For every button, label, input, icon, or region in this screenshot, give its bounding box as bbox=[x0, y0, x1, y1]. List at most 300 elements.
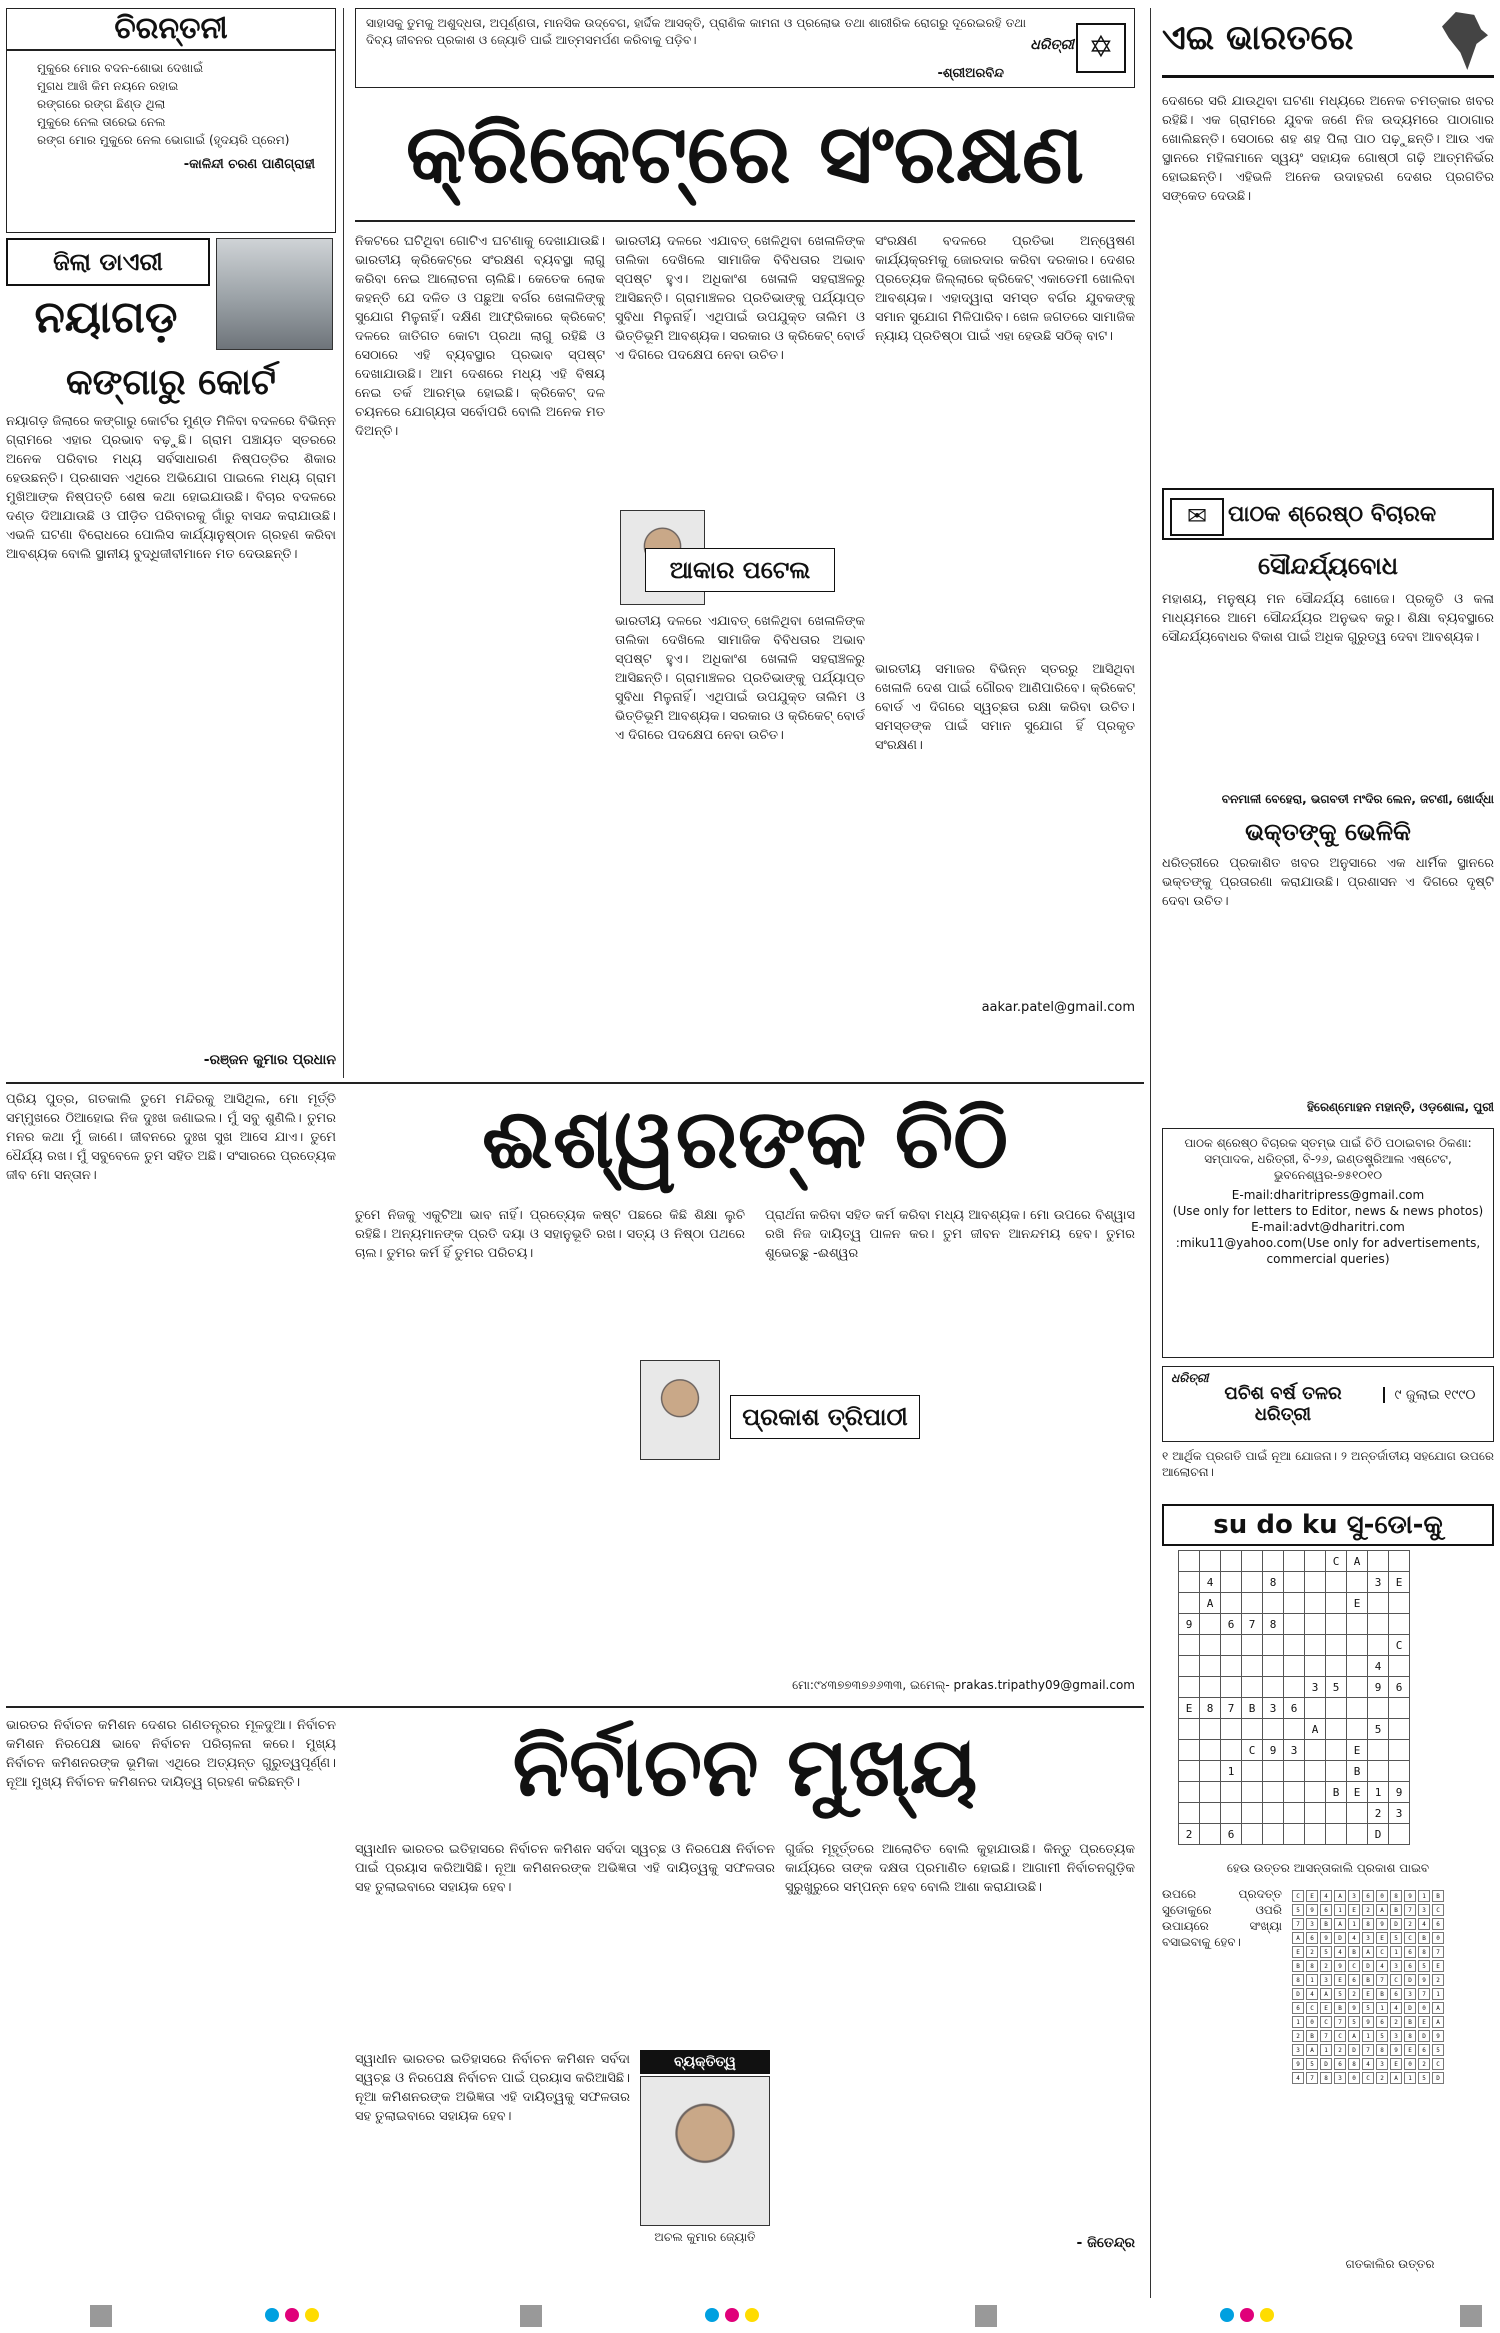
solution-cell: B bbox=[1362, 1974, 1374, 1986]
sudoku-cell[interactable] bbox=[1263, 1803, 1284, 1824]
solution-cell: A bbox=[1292, 1932, 1304, 1944]
sudoku-cell[interactable] bbox=[1347, 1677, 1368, 1698]
sudoku-cell[interactable]: E bbox=[1347, 1593, 1368, 1614]
solution-cell: 5 bbox=[1334, 1988, 1346, 2000]
solution-cell: E bbox=[1418, 2016, 1430, 2028]
sudoku-cell[interactable]: 1 bbox=[1368, 1782, 1389, 1803]
years-items: ୧ ଆର୍ଥିକ ପ୍ରଗତି ପାଇଁ ନୂଆ ଯୋଜନା। ୨ ଅନ୍ତର୍ଜାତୀୟ ସହଯୋଗ ଉପରେ ଆଲୋଚନା। bbox=[1162, 1449, 1494, 1479]
sudoku-cell[interactable] bbox=[1326, 1593, 1347, 1614]
bottom-headline: ନିର୍ବାଚନ ମୁଖ୍ୟ bbox=[512, 1720, 978, 1815]
solution-cell: A bbox=[1306, 2044, 1318, 2056]
main-headline-rule bbox=[355, 220, 1135, 222]
solution-cell: D bbox=[1362, 1960, 1374, 1972]
solution-cell: 3 bbox=[1376, 2058, 1388, 2070]
solution-cell: 7 bbox=[1376, 1974, 1388, 1986]
solution-wrap bbox=[1290, 1888, 1446, 2086]
sudoku-cell[interactable] bbox=[1200, 1740, 1221, 1761]
sudoku-cell[interactable] bbox=[1389, 1593, 1410, 1614]
solution-cell: 6 bbox=[1362, 1890, 1374, 1902]
solution-cell: B bbox=[1306, 2030, 1318, 2042]
sudoku-cell[interactable] bbox=[1263, 1635, 1284, 1656]
sudoku-cell[interactable]: 8 bbox=[1200, 1698, 1221, 1719]
sudoku-cell[interactable] bbox=[1200, 1719, 1221, 1740]
diary-header bbox=[6, 238, 336, 358]
sudoku-cell[interactable] bbox=[1347, 1635, 1368, 1656]
sudoku-cell[interactable] bbox=[1179, 1593, 1200, 1614]
solution-cell: D bbox=[1432, 2072, 1444, 2084]
chirantani-poem: ମୁକୁରେ ମୋର ବଦନ-ଶୋଭା ଦେଖାଇଁ ମୁଗଧ ଆଖି କିମ ନୟନେ ରହାଇ ରଙ୍ଗରେ ରଙ୍ଗ ଛିଣ୍ଡ ଥିଲା ମୁକୁରେ ନେଲ ତାରେଇ ନେଲ ରଙ୍ଗ ମୋର ମୁକୁରେ ନେଲ ଭୋଗାଇଁ (ହୃଦୟରି ପ୍ରେମ) bbox=[37, 61, 290, 147]
sudoku-cell[interactable] bbox=[1368, 1635, 1389, 1656]
sudoku-cell[interactable] bbox=[1284, 1782, 1305, 1803]
solution-cell: 0 bbox=[1306, 2016, 1318, 2028]
sudoku-cell[interactable] bbox=[1305, 1824, 1326, 1845]
sudoku-cell[interactable] bbox=[1326, 1698, 1347, 1719]
solution-cell: D bbox=[1334, 1932, 1346, 1944]
solution-cell: 8 bbox=[1306, 1960, 1318, 1972]
solution-cell: 1 bbox=[1432, 1988, 1444, 2000]
sudoku-cell[interactable] bbox=[1200, 1677, 1221, 1698]
sudoku-cell[interactable] bbox=[1242, 1635, 1263, 1656]
sudoku-cell[interactable] bbox=[1242, 1572, 1263, 1593]
sudoku-cell[interactable]: 3 bbox=[1305, 1677, 1326, 1698]
star-emblem-icon: ✡ bbox=[1076, 23, 1126, 73]
main-col2b: ଭାରତୀୟ ଦଳରେ ଏଯାବତ୍ ଖେଳିଥିବା ଖେଳାଳିଙ୍କ ତାଲିକା ଦେଖିଲେ ସାମାଜିକ ବିବିଧତାର ଅଭାବ ସ୍ପଷ୍ଟ ହୁଏ। ଅଧିକାଂଶ ଖେଳାଳି ସହରାଞ୍ଚଳରୁ ଆସିଛନ୍ତି। ଗ୍ରାମାଞ୍ଚଳର ପ୍ରତିଭାଙ୍କୁ ପର୍ଯ୍ୟାପ୍ତ ସୁବିଧା ମିଳୁନାହିଁ। ଏଥିପାଇଁ ଉପଯୁକ୍ତ ତାଲିମ ଓ ଭିତ୍ତିଭୂମି ଆବଶ୍ୟକ। ସରକାର ଓ କ୍ରିକେଟ୍ ବୋର୍ଡ ଏ ଦିଗରେ ପଦକ୍ଷେପ ନେବା ଉଚିତ। bbox=[615, 614, 865, 743]
solution-cell: E bbox=[1306, 1890, 1318, 1902]
sudoku-cell[interactable] bbox=[1263, 1761, 1284, 1782]
solution-cell: 9 bbox=[1362, 2016, 1374, 2028]
sudoku-cell[interactable]: 2 bbox=[1368, 1803, 1389, 1824]
solution-cell: A bbox=[1348, 2030, 1360, 2042]
sudoku-cell[interactable] bbox=[1347, 1614, 1368, 1635]
solution-cell: 5 bbox=[1306, 2058, 1318, 2070]
solution-cell: 1 bbox=[1306, 1974, 1318, 1986]
sudoku-cell[interactable] bbox=[1305, 1803, 1326, 1824]
sudoku-cell[interactable] bbox=[1368, 1593, 1389, 1614]
sudoku-cell[interactable] bbox=[1284, 1677, 1305, 1698]
sudoku-cell[interactable] bbox=[1305, 1656, 1326, 1677]
sudoku-cell[interactable]: B bbox=[1326, 1782, 1347, 1803]
solution-cell: 3 bbox=[1320, 1974, 1332, 1986]
solution-cell: 6 bbox=[1432, 1918, 1444, 1930]
solution-cell: 8 bbox=[1376, 2044, 1388, 2056]
solution-cell: C bbox=[1390, 1974, 1402, 1986]
sudoku-cell[interactable] bbox=[1305, 1572, 1326, 1593]
sudoku-cell[interactable] bbox=[1263, 1551, 1284, 1572]
main-author-name: ଆକାର ପଟେଲ bbox=[645, 548, 835, 592]
solution-cell: 7 bbox=[1334, 2016, 1346, 2028]
sudoku-cell[interactable] bbox=[1242, 1677, 1263, 1698]
solution-cell: 6 bbox=[1404, 1960, 1416, 1972]
sudoku-cell[interactable] bbox=[1305, 1782, 1326, 1803]
solution-cell: B bbox=[1320, 1918, 1332, 1930]
solution-cell: A bbox=[1320, 1988, 1332, 2000]
solution-cell: 5 bbox=[1432, 2044, 1444, 2056]
prakash-tripathi-photo bbox=[640, 1360, 720, 1460]
solution-cell: B bbox=[1432, 1890, 1444, 1902]
sudoku-cell[interactable]: 8 bbox=[1263, 1572, 1284, 1593]
sudoku-cell[interactable] bbox=[1389, 1551, 1410, 1572]
sudoku-cell[interactable] bbox=[1368, 1551, 1389, 1572]
sudoku-cell[interactable] bbox=[1242, 1761, 1263, 1782]
solution-cell: 5 bbox=[1362, 2002, 1374, 2014]
sudoku-cell[interactable] bbox=[1221, 1572, 1242, 1593]
sudoku-cell[interactable] bbox=[1221, 1551, 1242, 1572]
solution-cell: 1 bbox=[1292, 2016, 1304, 2028]
sudoku-cell[interactable]: 4 bbox=[1368, 1656, 1389, 1677]
sudoku-cell[interactable] bbox=[1326, 1635, 1347, 1656]
sudoku-cell[interactable] bbox=[1368, 1761, 1389, 1782]
solution-cell: E bbox=[1320, 2002, 1332, 2014]
sudoku-cell[interactable] bbox=[1347, 1824, 1368, 1845]
solution-cell: D bbox=[1292, 1988, 1304, 2000]
solution-cell: 1 bbox=[1362, 2030, 1374, 2042]
reader-body-2: ଧରିତ୍ରୀରେ ପ୍ରକାଶିତ ଖବର ଅନୁସାରେ ଏକ ଧାର୍ମିକ ସ୍ଥାନରେ ଭକ୍ତଙ୍କୁ ପ୍ରତାରଣା କରାଯାଉଛି। ପ୍ରଶାସନ ଏ ଦିଗରେ ଦୃଷ୍ଟି ଦେବା ଉଚିତ। bbox=[1162, 856, 1494, 909]
sudoku-cell[interactable] bbox=[1179, 1719, 1200, 1740]
sudoku-cell[interactable] bbox=[1368, 1698, 1389, 1719]
sudoku-cell[interactable]: A bbox=[1305, 1719, 1326, 1740]
solution-cell: 7 bbox=[1320, 2030, 1332, 2042]
sudoku-cell[interactable] bbox=[1221, 1782, 1242, 1803]
email-3: :miku11@yahoo.com(Use only for advertisements, commercial queries) bbox=[1175, 1236, 1481, 1266]
bottom-right-body: ଗୁର୍ଜର ମୂହୂର୍ତ୍ତରେ ଆଲୋଚିତ ବୋଲି କୁହାଯାଉଛି। କିନ୍ତୁ ପ୍ରତ୍ୟେକ କାର୍ଯ୍ୟରେ ତାଙ୍କ ଦକ୍ଷତା ପ୍ରମାଣିତ ହୋଇଛି। ଆଗାମୀ ନିର୍ବାଚନଗୁଡ଼ିକ ସୁରୁଖୁରୁରେ ସମ୍ପନ୍ନ ହେବ ବୋଲି ଆଶା କରାଯାଉଛି। bbox=[785, 1842, 1135, 1895]
solution-cell: 7 bbox=[1418, 1988, 1430, 2000]
solution-cell: D bbox=[1320, 2058, 1332, 2070]
sudoku-cell[interactable]: C bbox=[1326, 1551, 1347, 1572]
achal-kumar-jyoti-photo bbox=[640, 2076, 770, 2226]
sudoku-cell[interactable] bbox=[1284, 1551, 1305, 1572]
solution-cell: 8 bbox=[1362, 1918, 1374, 1930]
solution-cell: 1 bbox=[1320, 2044, 1332, 2056]
quote-text: ସାହାସକୁ ତୁମକୁ ଅଶୁଦ୍ଧତା, ଅପୂର୍ଣ୍ଣତା, ମାନସିକ ଉଦ୍ବେଗ, ହାର୍ଦ୍ଦିକ ଆସକ୍ତି, ପ୍ରାଣିକ କାମନା ଓ ପ୍ରଲୋଭ ତଥା ଶାରୀରିକ ରୋଗରୁ ଦୂରେଇରହି ତଥା ଦିବ୍ୟ ଜୀବନର ପ୍ରକାଶ ଓ ଜ୍ୟୋତି ପାଇଁ ଆତ୍ମସମର୍ପଣ କରିବାକୁ ପଡ଼ିବ। bbox=[366, 16, 1026, 47]
sudoku-cell[interactable] bbox=[1326, 1572, 1347, 1593]
sudoku-cell[interactable] bbox=[1200, 1761, 1221, 1782]
sudoku-cell[interactable] bbox=[1284, 1656, 1305, 1677]
sudoku-cell[interactable] bbox=[1179, 1656, 1200, 1677]
letter-col2: ତୁମେ ନିଜକୁ ଏକୁଟିଆ ଭାବ ନାହିଁ। ପ୍ରତ୍ୟେକ କଷ୍ଟ ପଛରେ କିଛି ଶିକ୍ଷା ଲୁଚି ରହିଛି। ଅନ୍ୟମାନଙ୍କ ପ୍ରତି ଦୟା ଓ ସହାନୁଭୂତି ରଖ। ସତ୍ୟ ଓ ନିଷ୍ଠା ପଥରେ ଚାଲ। ତୁମର କର୍ମ ହିଁ ତୁମର ପରିଚୟ। bbox=[355, 1208, 745, 1261]
sudoku-cell[interactable] bbox=[1284, 1572, 1305, 1593]
sudoku-cell[interactable] bbox=[1284, 1761, 1305, 1782]
letter-col1: ପ୍ରିୟ ପୁତ୍ର, ଗତକାଲି ତୁମେ ମନ୍ଦିରକୁ ଆସିଥିଲ, ମୋ ମୂର୍ତ୍ତି ସମ୍ମୁଖରେ ଠିଆହୋଇ ନିଜ ଦୁଃଖ ଜଣାଇଲ। ମୁଁ ସବୁ ଶୁଣିଲି। ତୁମର ମନର କଥା ମୁଁ ଜାଣେ। ଜୀବନରେ ଦୁଃଖ ସୁଖ ଆସେ ଯାଏ। ତୁମେ ଧୈର୍ଯ୍ୟ ରଖ। ମୁଁ ସବୁବେଳେ ତୁମ ସହିତ ଅଛି। ସଂସାରରେ ପ୍ରତ୍ୟେକ ଜୀବ ମୋ ସନ୍ତାନ। bbox=[6, 1092, 336, 1183]
sudoku-cell[interactable] bbox=[1179, 1677, 1200, 1698]
envelope-icon: ✉ bbox=[1170, 498, 1224, 536]
sudoku-cell[interactable] bbox=[1389, 1740, 1410, 1761]
sudoku-cell[interactable] bbox=[1389, 1824, 1410, 1845]
sudoku-cell[interactable]: 3 bbox=[1284, 1740, 1305, 1761]
sudoku-cell[interactable] bbox=[1263, 1677, 1284, 1698]
solution-cell: 5 bbox=[1292, 1904, 1304, 1916]
solution-cell: B bbox=[1376, 1988, 1388, 2000]
sudoku-cell[interactable]: 2 bbox=[1179, 1824, 1200, 1845]
sudoku-cell[interactable] bbox=[1326, 1803, 1347, 1824]
sudoku-cell[interactable] bbox=[1347, 1698, 1368, 1719]
main-col2: ଭାରତୀୟ ଦଳରେ ଏଯାବତ୍ ଖେଳିଥିବା ଖେଳାଳିଙ୍କ ତାଲିକା ଦେଖିଲେ ସାମାଜିକ ବିବିଧତାର ଅଭାବ ସ୍ପଷ୍ଟ ହୁଏ। ଅଧିକାଂଶ ଖେଳାଳି ସହରାଞ୍ଚଳରୁ ଆସିଛନ୍ତି। ଗ୍ରାମାଞ୍ଚଳର ପ୍ରତିଭାଙ୍କୁ ପର୍ଯ୍ୟାପ୍ତ ସୁବିଧା ମିଳୁନାହିଁ। ଏଥିପାଇଁ ଉପଯୁକ୍ତ ତାଲିମ ଓ ଭିତ୍ତିଭୂମି ଆବଶ୍ୟକ। ସରକାର ଓ କ୍ରିକେଟ୍ ବୋର୍ଡ ଏ ଦିଗରେ ପଦକ୍ଷେପ ନେବା ଉଚିତ। bbox=[615, 234, 865, 363]
reader-heading-1: ସୌନ୍ଦର୍ଯ୍ୟବୋଧ bbox=[1258, 552, 1398, 580]
chirantani-author: -କାଳିନ୍ଦୀ ଚରଣ ପାଣିଗ୍ରାହୀ bbox=[183, 157, 315, 172]
sudoku-cell[interactable] bbox=[1284, 1635, 1305, 1656]
diary-label: ଜିଲା ଡାଏରୀ bbox=[6, 238, 210, 286]
sudoku-cell[interactable] bbox=[1242, 1593, 1263, 1614]
solution-cell: 5 bbox=[1418, 1960, 1430, 1972]
sudoku-cell[interactable] bbox=[1221, 1740, 1242, 1761]
sudoku-cell[interactable] bbox=[1200, 1614, 1221, 1635]
sudoku-cell[interactable] bbox=[1305, 1593, 1326, 1614]
sudoku-cell[interactable] bbox=[1326, 1614, 1347, 1635]
sudoku-grid[interactable] bbox=[1178, 1550, 1410, 1845]
solution-cell: D bbox=[1404, 2002, 1416, 2014]
sudoku-cell[interactable]: 4 bbox=[1200, 1572, 1221, 1593]
sudoku-cell[interactable] bbox=[1347, 1572, 1368, 1593]
sudoku-cell[interactable] bbox=[1200, 1656, 1221, 1677]
sudoku-cell[interactable] bbox=[1221, 1803, 1242, 1824]
sudoku-title: su do ku ସୁ-ଡୋ-କୁ bbox=[1162, 1504, 1494, 1546]
reg-mark-3 bbox=[975, 2305, 997, 2327]
solution-cell: 3 bbox=[1390, 2030, 1402, 2042]
solution-cell: A bbox=[1362, 1946, 1374, 1958]
sudoku-cell[interactable]: E bbox=[1179, 1698, 1200, 1719]
sudoku-cell[interactable] bbox=[1179, 1551, 1200, 1572]
solution-cell: 4 bbox=[1292, 2072, 1304, 2084]
sudoku-cell[interactable] bbox=[1389, 1761, 1410, 1782]
sudoku-cell[interactable] bbox=[1179, 1782, 1200, 1803]
solution-cell: 1 bbox=[1348, 1918, 1360, 1930]
sudoku-cell[interactable]: B bbox=[1242, 1698, 1263, 1719]
sudoku-cell[interactable]: 8 bbox=[1263, 1614, 1284, 1635]
sudoku-cell[interactable]: 9 bbox=[1368, 1677, 1389, 1698]
letter-headline: ଈଶ୍ୱରଙ୍କ ଚିଠି bbox=[482, 1092, 1008, 1187]
sudoku-cell[interactable] bbox=[1179, 1803, 1200, 1824]
sudoku-cell[interactable]: 3 bbox=[1368, 1572, 1389, 1593]
solution-cell: C bbox=[1334, 2030, 1346, 2042]
solution-cell: 1 bbox=[1390, 1946, 1402, 1958]
solution-cell: 8 bbox=[1292, 1974, 1304, 1986]
sudoku-cell[interactable]: 1 bbox=[1221, 1761, 1242, 1782]
sudoku-cell[interactable] bbox=[1347, 1803, 1368, 1824]
sudoku-cell[interactable] bbox=[1221, 1719, 1242, 1740]
sudoku-cell[interactable] bbox=[1284, 1593, 1305, 1614]
email-2: E-mail:advt@dharitri.com bbox=[1251, 1220, 1405, 1234]
solution-cell: 4 bbox=[1390, 2002, 1402, 2014]
sudoku-cell[interactable] bbox=[1263, 1824, 1284, 1845]
sudoku-cell[interactable] bbox=[1179, 1761, 1200, 1782]
sudoku-cell[interactable]: 6 bbox=[1284, 1698, 1305, 1719]
solution-cell: C bbox=[1432, 1904, 1444, 1916]
sudoku-cell[interactable] bbox=[1242, 1719, 1263, 1740]
sudoku-cell[interactable] bbox=[1263, 1656, 1284, 1677]
sudoku-cell[interactable]: D bbox=[1368, 1824, 1389, 1845]
sudoku-cell[interactable] bbox=[1242, 1782, 1263, 1803]
solution-cell: B bbox=[1418, 1932, 1430, 1944]
sudoku-cell[interactable]: 3 bbox=[1389, 1803, 1410, 1824]
sudoku-cell[interactable]: 9 bbox=[1389, 1782, 1410, 1803]
sudoku-cell[interactable] bbox=[1242, 1803, 1263, 1824]
sudoku-cell[interactable]: 7 bbox=[1221, 1698, 1242, 1719]
sudoku-cell[interactable]: 6 bbox=[1221, 1614, 1242, 1635]
sudoku-cell[interactable] bbox=[1179, 1572, 1200, 1593]
sudoku-cell[interactable] bbox=[1326, 1740, 1347, 1761]
quote-author: -ଶ୍ରୀଅରବିନ୍ଦ bbox=[937, 66, 1004, 81]
solution-cell: C bbox=[1404, 1932, 1416, 1944]
sudoku-cell[interactable] bbox=[1305, 1614, 1326, 1635]
sudoku-cell[interactable] bbox=[1326, 1761, 1347, 1782]
letter-col3: ପ୍ରାର୍ଥନା କରିବା ସହିତ କର୍ମ କରିବା ମଧ୍ୟ ଆବଶ୍ୟକ। ମୋ ଉପରେ ବିଶ୍ୱାସ ରଖି ନିଜ ଦାୟିତ୍ୱ ପାଳନ କର। ତୁମ ଜୀବନ ଆନନ୍ଦମୟ ହେବ। ତୁମର ଶୁଭେଚ୍ଛୁ -ଈଶ୍ୱର bbox=[765, 1208, 1135, 1261]
solution-cell: 1 bbox=[1404, 2072, 1416, 2084]
sudoku-cell[interactable] bbox=[1305, 1740, 1326, 1761]
solution-cell: 9 bbox=[1320, 1932, 1332, 1944]
solution-cell: 6 bbox=[1418, 2044, 1430, 2056]
bottom-middle-body-2: ସ୍ୱାଧୀନ ଭାରତର ଇତିହାସରେ ନିର୍ବାଚନ କମିଶନ ସର୍ବଦା ସ୍ୱଚ୍ଛ ଓ ନିରପେକ୍ଷ ନିର୍ବାଚନ ପାଇଁ ପ୍ରୟାସ କରିଆସିଛି। ନୂଆ କମିଶନରଙ୍କ ଅଭିଜ୍ଞତା ଏହି ଦାୟିତ୍ୱକୁ ସଫଳତାର ସହ ତୁଲାଇବାରେ ସହାୟକ ହେବ। bbox=[355, 2052, 630, 2124]
sudoku-cell[interactable] bbox=[1200, 1803, 1221, 1824]
solution-cell: 4 bbox=[1362, 2058, 1374, 2070]
solution-cell: 6 bbox=[1292, 2002, 1304, 2014]
sudoku-cell[interactable] bbox=[1326, 1719, 1347, 1740]
sudoku-grid-wrap bbox=[1178, 1550, 1410, 1845]
solution-cell: 2 bbox=[1404, 1918, 1416, 1930]
email-note: (Use only for letters to Editor, news & news photos) bbox=[1172, 1204, 1484, 1218]
sudoku-cell[interactable] bbox=[1221, 1593, 1242, 1614]
solution-cell: 3 bbox=[1362, 1932, 1374, 1944]
col-divider-right bbox=[1150, 8, 1151, 2298]
sudoku-cell[interactable]: B bbox=[1347, 1761, 1368, 1782]
solution-cell: 0 bbox=[1348, 2072, 1360, 2084]
sudoku-cell[interactable]: C bbox=[1242, 1740, 1263, 1761]
sudoku-cell[interactable] bbox=[1263, 1782, 1284, 1803]
solution-cell: A bbox=[1390, 2072, 1402, 2084]
solution-cell: 9 bbox=[1306, 1904, 1318, 1916]
sudoku-cell[interactable] bbox=[1284, 1719, 1305, 1740]
reader-title: ପାଠକ ଶ୍ରେଷ୍ଠ ବିଚାରକ bbox=[1228, 502, 1437, 527]
solution-cell: D bbox=[1390, 1918, 1402, 1930]
solution-cell: 4 bbox=[1320, 1890, 1332, 1902]
sudoku-cell[interactable] bbox=[1305, 1761, 1326, 1782]
chirantani-box bbox=[6, 8, 336, 233]
solution-cell: 0 bbox=[1404, 2058, 1416, 2070]
solution-cell: 2 bbox=[1390, 2016, 1402, 2028]
sudoku-cell[interactable]: 9 bbox=[1263, 1740, 1284, 1761]
reader-body-1: ମହାଶୟ, ମନୁଷ୍ୟ ମନ ସୌନ୍ଦର୍ଯ୍ୟ ଖୋଜେ। ପ୍ରକୃତି ଓ କଳା ମାଧ୍ୟମରେ ଆମେ ସୌନ୍ଦର୍ଯ୍ୟର ଅନୁଭବ କରୁ। ଶିକ୍ଷା ବ୍ୟବସ୍ଥାରେ ସୌନ୍ଦର୍ଯ୍ୟବୋଧର ବିକାଶ ପାଇଁ ଅଧିକ ଗୁରୁତ୍ୱ ଦେବା ଆବଶ୍ୟକ। bbox=[1162, 592, 1494, 645]
sudoku-cell[interactable] bbox=[1221, 1656, 1242, 1677]
solution-cell: E bbox=[1432, 1960, 1444, 1972]
sudoku-cell[interactable] bbox=[1242, 1551, 1263, 1572]
sudoku-cell[interactable] bbox=[1389, 1614, 1410, 1635]
sudoku-cell[interactable] bbox=[1179, 1740, 1200, 1761]
sudoku-cell[interactable] bbox=[1200, 1551, 1221, 1572]
quote-box bbox=[355, 8, 1135, 88]
solution-cell: 6 bbox=[1348, 1974, 1360, 1986]
sudoku-cell[interactable] bbox=[1200, 1782, 1221, 1803]
section-rule-1 bbox=[6, 1082, 1144, 1084]
sudoku-cell[interactable] bbox=[1389, 1719, 1410, 1740]
sudoku-cell[interactable] bbox=[1326, 1656, 1347, 1677]
solution-cell: 9 bbox=[1390, 2044, 1402, 2056]
sudoku-cell[interactable] bbox=[1263, 1719, 1284, 1740]
solution-cell: E bbox=[1348, 1904, 1360, 1916]
solution-cell: 9 bbox=[1334, 1960, 1346, 1972]
solution-cell: 6 bbox=[1320, 1904, 1332, 1916]
solution-cell: 8 bbox=[1348, 2058, 1360, 2070]
sudoku-cell[interactable]: 6 bbox=[1221, 1824, 1242, 1845]
solution-cell: 8 bbox=[1320, 2072, 1332, 2084]
solution-cell: D bbox=[1404, 1974, 1416, 1986]
diary-headline: କଙ୍ଗାରୁ କୋର୍ଟ bbox=[66, 362, 276, 403]
india-map-icon bbox=[1442, 12, 1488, 70]
sudoku-cell[interactable] bbox=[1305, 1698, 1326, 1719]
bottom-signature: - ଜିତେନ୍ଦ୍ର bbox=[1076, 2235, 1135, 2251]
sudoku-cell[interactable]: E bbox=[1347, 1740, 1368, 1761]
sudoku-cell[interactable] bbox=[1389, 1698, 1410, 1719]
solution-cell: B bbox=[1334, 2002, 1346, 2014]
sudoku-cell[interactable]: E bbox=[1389, 1572, 1410, 1593]
sudoku-cell[interactable]: A bbox=[1347, 1551, 1368, 1572]
solution-cell: 9 bbox=[1348, 2002, 1360, 2014]
solution-cell: C bbox=[1362, 2072, 1374, 2084]
address-text: ପାଠକ ଶ୍ରେଷ୍ଠ ବିଚାରକ ସ୍ତମ୍ଭ ପାଇଁ ଚିଠି ପଠାଇବାର ଠିକଣା: ସମ୍ପାଦକ, ଧରିତ୍ରୀ, ବି-୨୬, ଇଣ୍ଡଷ୍ଟ୍ରିଆଲ ଏଷ୍ଟେଟ, ଭୁବନେଶ୍ୱର-୭୫୧୦୧୦ bbox=[1184, 1136, 1472, 1182]
sudoku-cell[interactable] bbox=[1326, 1824, 1347, 1845]
solution-cell: 5 bbox=[1418, 2072, 1430, 2084]
sudoku-cell[interactable]: 3 bbox=[1263, 1698, 1284, 1719]
solution-cell: 2 bbox=[1306, 1946, 1318, 1958]
sudoku-cell[interactable] bbox=[1347, 1656, 1368, 1677]
bottom-left-body: ଭାରତର ନିର୍ବାଚନ କମିଶନ ଦେଶର ଗଣତନ୍ତ୍ରର ମୂଳଦୁଆ। ନିର୍ବାଚନ କମିଶନ ନିରପେକ୍ଷ ଭାବେ ନିର୍ବାଚନ ପରିଚାଳନା କରେ। ମୁଖ୍ୟ ନିର୍ବାଚନ କମିଶନରଙ୍କ ଭୂମିକା ଏଥିରେ ଅତ୍ୟନ୍ତ ଗୁରୁତ୍ୱପୂର୍ଣ୍ଣ। ନୂଆ ମୁଖ୍ୟ ନିର୍ବାଚନ କମିଶନର ଦାୟିତ୍ୱ ଗ୍ରହଣ କରିଛନ୍ତି। bbox=[6, 1718, 336, 1790]
sudoku-cell[interactable] bbox=[1368, 1614, 1389, 1635]
solution-cell: 3 bbox=[1418, 1904, 1430, 1916]
sudoku-cell[interactable] bbox=[1389, 1656, 1410, 1677]
sudoku-cell[interactable] bbox=[1200, 1635, 1221, 1656]
sudoku-cell[interactable] bbox=[1347, 1719, 1368, 1740]
sudoku-cell[interactable] bbox=[1200, 1824, 1221, 1845]
sudoku-cell[interactable]: C bbox=[1389, 1635, 1410, 1656]
sudoku-cell[interactable]: A bbox=[1200, 1593, 1221, 1614]
sudoku-cell[interactable]: 5 bbox=[1368, 1719, 1389, 1740]
sudoku-cell[interactable] bbox=[1221, 1677, 1242, 1698]
sudoku-cell[interactable]: 6 bbox=[1389, 1677, 1410, 1698]
solution-cell: 1 bbox=[1376, 2002, 1388, 2014]
solution-cell: 6 bbox=[1334, 2058, 1346, 2070]
sudoku-cell[interactable] bbox=[1368, 1740, 1389, 1761]
solution-cell: 3 bbox=[1306, 1918, 1318, 1930]
sudoku-caption: ହେଉ ଉତ୍ତର ଆସନ୍ତାକାଲି ପ୍ରକାଶ ପାଇବ bbox=[1226, 1861, 1430, 1875]
sudoku-cell[interactable]: 9 bbox=[1179, 1614, 1200, 1635]
solution-cell: C bbox=[1306, 2002, 1318, 2014]
section-rule-2 bbox=[6, 1706, 1144, 1708]
solution-cell: 2 bbox=[1432, 1974, 1444, 1986]
sudoku-cell[interactable]: 7 bbox=[1242, 1614, 1263, 1635]
main-col3: ସଂରକ୍ଷଣ ବଦଳରେ ପ୍ରତିଭା ଅନ୍ୱେଷଣ କାର୍ଯ୍ୟକ୍ରମକୁ ଜୋରଦାର କରିବା ଦରକାର। ଦେଶର ପ୍ରତ୍ୟେକ ଜିଲ୍ଲାରେ କ୍ରିକେଟ୍ ଏକାଡେମୀ ଖୋଲିବା ଆବଶ୍ୟକ। ଏହାଦ୍ୱାରା ସମସ୍ତ ବର୍ଗର ଯୁବକଙ୍କୁ ସମାନ ସୁଯୋଗ ମିଳିପାରିବ। ଖେଳ ଜଗତରେ ସାମାଜିକ ନ୍ୟାୟ ପ୍ରତିଷ୍ଠା ପାଇଁ ଏହା ହେଉଛି ସଠିକ୍ ବାଟ। bbox=[875, 234, 1135, 344]
solution-cell: A bbox=[1432, 2016, 1444, 2028]
sudoku-cell[interactable] bbox=[1242, 1656, 1263, 1677]
person-name: ଅଚଲ କୁମାର ଜ୍ୟୋତି bbox=[654, 2230, 756, 2244]
sudoku-cell[interactable] bbox=[1221, 1635, 1242, 1656]
solution-cell: D bbox=[1348, 2044, 1360, 2056]
solution-cell: 8 bbox=[1418, 1946, 1430, 1958]
sudoku-cell[interactable] bbox=[1284, 1824, 1305, 1845]
years-box bbox=[1162, 1366, 1494, 1442]
sudoku-cell[interactable] bbox=[1242, 1824, 1263, 1845]
sudoku-cell[interactable] bbox=[1284, 1803, 1305, 1824]
sudoku-cell[interactable]: 5 bbox=[1326, 1677, 1347, 1698]
sudoku-cell[interactable]: E bbox=[1347, 1782, 1368, 1803]
sudoku-cell[interactable] bbox=[1263, 1593, 1284, 1614]
letter-author-name: ପ୍ରକାଶ ତ୍ରିପାଠୀ bbox=[730, 1395, 920, 1439]
solution-cell: 7 bbox=[1306, 2072, 1318, 2084]
sudoku-cell[interactable] bbox=[1305, 1635, 1326, 1656]
sudoku-cell[interactable] bbox=[1284, 1614, 1305, 1635]
diary-author: -ରଞ୍ଜନ କୁମାର ପ୍ରଧାନ bbox=[203, 1052, 336, 1068]
sudoku-cell[interactable] bbox=[1305, 1551, 1326, 1572]
sudoku-cell[interactable] bbox=[1179, 1635, 1200, 1656]
letter-email: ମୋ:୯୪୩୭୭୩୭୬୬୩୩, ଇମେଲ୍‌- prakas.tripathy09@gmail.com bbox=[792, 1678, 1135, 1692]
solution-grid bbox=[1290, 1888, 1446, 2086]
color-dots-1 bbox=[265, 2307, 345, 2325]
